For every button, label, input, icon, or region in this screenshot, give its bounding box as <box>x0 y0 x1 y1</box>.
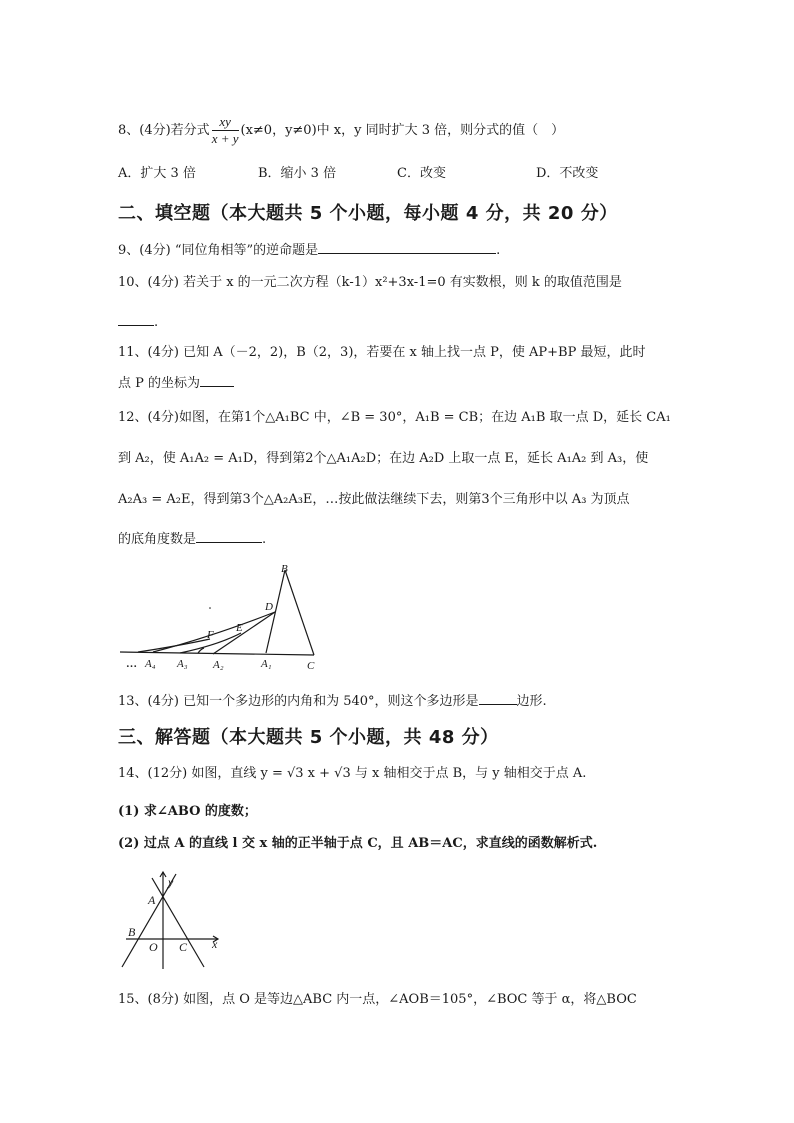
q8-option-c: C．改变 <box>397 166 446 181</box>
q10-line2 <box>118 311 158 333</box>
q11-answer-blank <box>200 372 234 387</box>
q12-side-bc <box>285 570 314 655</box>
q14-label-o: O <box>149 940 158 954</box>
q14-part2: (2) 过点 A 的直线 l 交 x 轴的正半轴于点 C，且 AB＝AC，求直线的函数解析式. <box>118 836 598 851</box>
q12-curve-a4f <box>138 639 210 652</box>
q12-label-e: E <box>236 622 243 634</box>
q13 <box>118 690 547 712</box>
q11-line2 <box>118 372 234 394</box>
q8-fraction <box>212 114 239 147</box>
q12-label-a1: A₁ <box>261 658 272 670</box>
q12-end: . <box>262 532 267 547</box>
q14-label-y: y <box>168 875 174 889</box>
q12-baseline <box>120 652 314 655</box>
q9-text: 9、(4分) “同位角相等”的逆命题是 <box>118 243 319 258</box>
q14-line-ac <box>152 878 204 967</box>
q8-option-d: D．不改变 <box>536 166 599 181</box>
q14-part1: (1) 求∠ABO 的度数； <box>118 804 257 819</box>
q11-line1: 11、(4分) 已知 A（－2，2)，B（2，3)，若要在 x 轴上找一点 P，使 AP+BP 最短，此时 <box>118 345 646 360</box>
q12-line3: A₂A₃ = A₂E，得到第3个△A₂A₃E，…按此做法继续下去，则第3个三角形中以 A₃ 为顶点 <box>118 492 630 507</box>
q12-line4 <box>118 528 266 550</box>
q12-triangle-figure <box>118 560 338 672</box>
q12-answer-blank <box>196 528 262 543</box>
q9-answer-blank <box>318 239 496 254</box>
q14-axis-figure <box>118 866 228 974</box>
q12-stray-dot <box>209 607 211 609</box>
q12-line4-text: 的底角度数是 <box>118 532 197 547</box>
section-3-heading: 三、解答题（本大题共 5 个小题，共 48 分） <box>118 727 499 748</box>
q9-end: . <box>496 243 501 258</box>
q12-label-a3: A₃ <box>177 658 188 670</box>
q12-label-dots: … <box>126 658 137 670</box>
q8-suffix: (x≠0，y≠0)中 x，y 同时扩大 3 倍，则分式的值（ ） <box>240 123 565 138</box>
q14-label-a: A <box>148 893 156 907</box>
section-2-heading: 二、填空题（本大题共 5 个小题，每小题 4 分，共 20 分） <box>118 203 618 224</box>
q13-text: 13、(4分) 已知一个多边形的内角和为 540°，则这个多边形是 <box>118 694 479 709</box>
q12-label-b: B <box>281 563 288 575</box>
q14-label-c: C <box>179 940 188 954</box>
q9 <box>118 239 500 261</box>
q12-line1: 12、(4分)如图，在第1个△A₁BC 中，∠B = 30°，A₁B = CB；在边 A₁B 取一点 D，延长 CA₁ <box>118 410 671 425</box>
q8-option-b: B．缩小 3 倍 <box>258 166 337 181</box>
q12-line2: 到 A₂，使 A₁A₂ = A₁D，得到第2个△A₁A₂D；在边 A₂D 上取一点 E，延长 A₁A₂ 到 A₃，使 <box>118 451 649 466</box>
q13-end: 边形. <box>516 694 547 709</box>
q12-label-a4: A₄ <box>145 658 156 670</box>
q12-label-c: C <box>307 660 315 672</box>
q8-numerator: xy <box>212 114 239 131</box>
q10-line1: 10、(4分) 若关于 x 的一元二次方程（k-1）x²+3x-1=0 有实数根，则 k 的取值范围是 <box>118 275 622 290</box>
q12-label-d: D <box>265 601 273 613</box>
q8-denominator: x + y <box>211 131 239 146</box>
q11-line2-text: 点 P 的坐标为 <box>118 376 201 391</box>
q10-answer-blank <box>118 311 154 326</box>
q8-prefix: 8、(4分)若分式 <box>118 123 210 138</box>
q12-label-a2: A₂ <box>213 659 224 671</box>
q13-answer-blank <box>479 690 517 705</box>
q12-label-f: F <box>207 629 214 641</box>
q14-stem: 14、(12分) 如图，直线 y = √3 x + √3 与 x 轴相交于点 B，与 y 轴相交于点 A. <box>118 766 587 781</box>
q14-label-b: B <box>128 925 136 939</box>
q8-stem <box>118 114 564 147</box>
q10-end: . <box>154 315 159 330</box>
q15-text: 15、(8分) 如图，点 O 是等边△ABC 内一点，∠AOB＝105°，∠BOC 等于 α，将△BOC <box>118 992 637 1007</box>
q14-label-x: x <box>212 937 218 951</box>
q8-option-a: A．扩大 3 倍 <box>118 166 196 181</box>
q12-segment-a2d <box>213 612 275 654</box>
